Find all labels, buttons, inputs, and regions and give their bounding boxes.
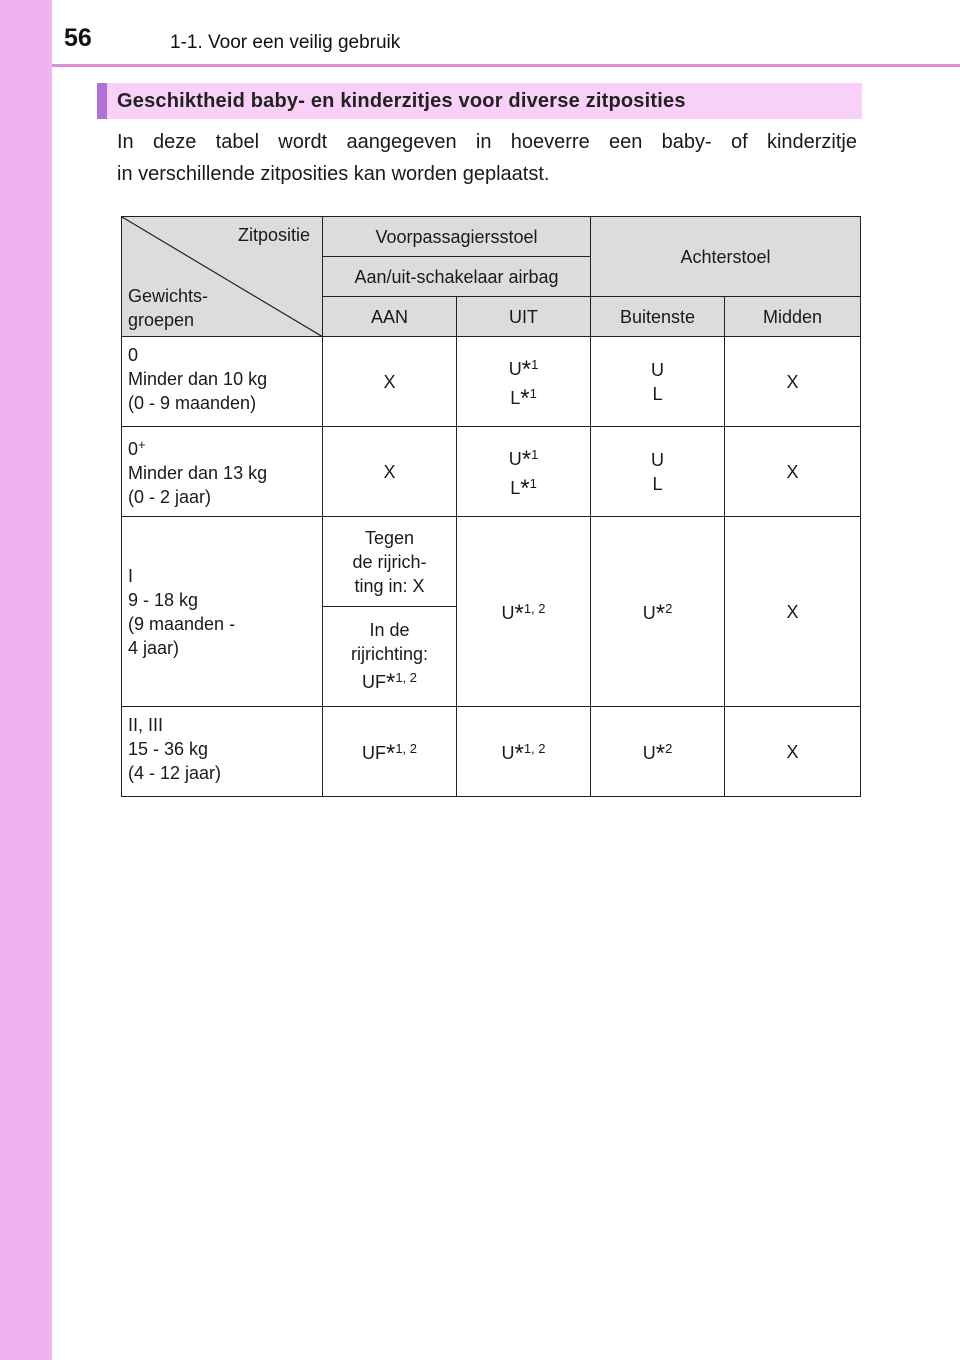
airbag-switch-header: Aan/uit-schakelaar airbag	[323, 257, 591, 297]
outer-seat-header: Buitenste	[591, 297, 725, 337]
intro-line: in verschillende zitposities kan worden geplaatst.	[117, 163, 550, 185]
table-row	[122, 337, 861, 427]
airbag-off-cell: U*$^1$ L*$^1$	[457, 337, 591, 427]
weight-group-cell: I 9 - 18 kg (9 maanden - 4 jaar)	[122, 517, 323, 707]
airbag-on-header: AAN	[323, 297, 457, 337]
rear-seat-header: Achterstoel	[591, 217, 861, 297]
page-number: 56	[64, 24, 92, 52]
seat-suitability-table	[121, 216, 861, 797]
asterisk-mark: *	[521, 355, 532, 383]
airbag-off-cell: U*$^{1, 2}$	[457, 517, 591, 707]
front-passenger-seat-header: Voorpassagiersstoel	[323, 217, 591, 257]
weight-group-label: Gewichts- groepen	[128, 286, 209, 330]
intro-paragraph	[117, 126, 857, 190]
outer-seat-cell: U L	[591, 427, 725, 517]
table-row	[122, 427, 861, 517]
weight-group-cell: II, III 15 - 36 kg (4 - 12 jaar)	[122, 707, 323, 797]
header-divider	[52, 64, 960, 67]
airbag-on-cell: UF*$^{1, 2}$	[323, 707, 457, 797]
asterisk-mark: *	[514, 740, 524, 767]
seat-position-label: Zitpositie	[237, 225, 310, 245]
asterisk-mark: *	[385, 740, 396, 767]
airbag-on-cell: X	[323, 427, 457, 517]
table-row	[122, 707, 861, 797]
middle-seat-cell: X	[725, 337, 861, 427]
asterisk-mark: *	[655, 600, 666, 627]
airbag-on-cell: X	[323, 337, 457, 427]
middle-seat-header: Midden	[725, 297, 861, 337]
airbag-on-forward-cell: In de rijrichting: UF*$^{1, 2}$	[323, 607, 457, 707]
table-corner-header	[122, 217, 323, 337]
outer-seat-cell: U*$^2$	[591, 517, 725, 707]
middle-seat-cell: X	[725, 707, 861, 797]
asterisk-mark: *	[520, 384, 530, 412]
weight-group-cell: 0+ Minder dan 13 kg (0 - 2 jaar)	[122, 427, 323, 517]
outer-seat-cell: U*$^2$	[591, 707, 725, 797]
weight-group-cell: 0 Minder dan 10 kg (0 - 9 maanden)	[122, 337, 323, 427]
side-tab-bar	[0, 0, 52, 1360]
asterisk-mark: *	[385, 669, 396, 696]
intro-line: In deze tabel wordt aangegeven in hoeverre een baby- of kinderzitje	[117, 131, 857, 153]
airbag-on-rearward-cell: Tegen de rijrich- ting in: X	[323, 517, 457, 607]
airbag-off-cell: U*$^{1, 2}$	[457, 707, 591, 797]
outer-seat-cell: U L	[591, 337, 725, 427]
asterisk-mark: *	[521, 445, 532, 473]
asterisk-mark: *	[655, 740, 666, 767]
table-row	[122, 517, 861, 607]
section-heading: Geschiktheid baby- en kinderzitjes voor diverse zitposities	[97, 83, 862, 119]
asterisk-mark: *	[514, 600, 524, 627]
middle-seat-cell: X	[725, 427, 861, 517]
middle-seat-cell: X	[725, 517, 861, 707]
asterisk-mark: *	[520, 474, 530, 502]
airbag-off-header: UIT	[457, 297, 591, 337]
chapter-title: 1-1. Voor een veilig gebruik	[170, 32, 401, 53]
airbag-off-cell: U*$^1$ L*$^1$	[457, 427, 591, 517]
